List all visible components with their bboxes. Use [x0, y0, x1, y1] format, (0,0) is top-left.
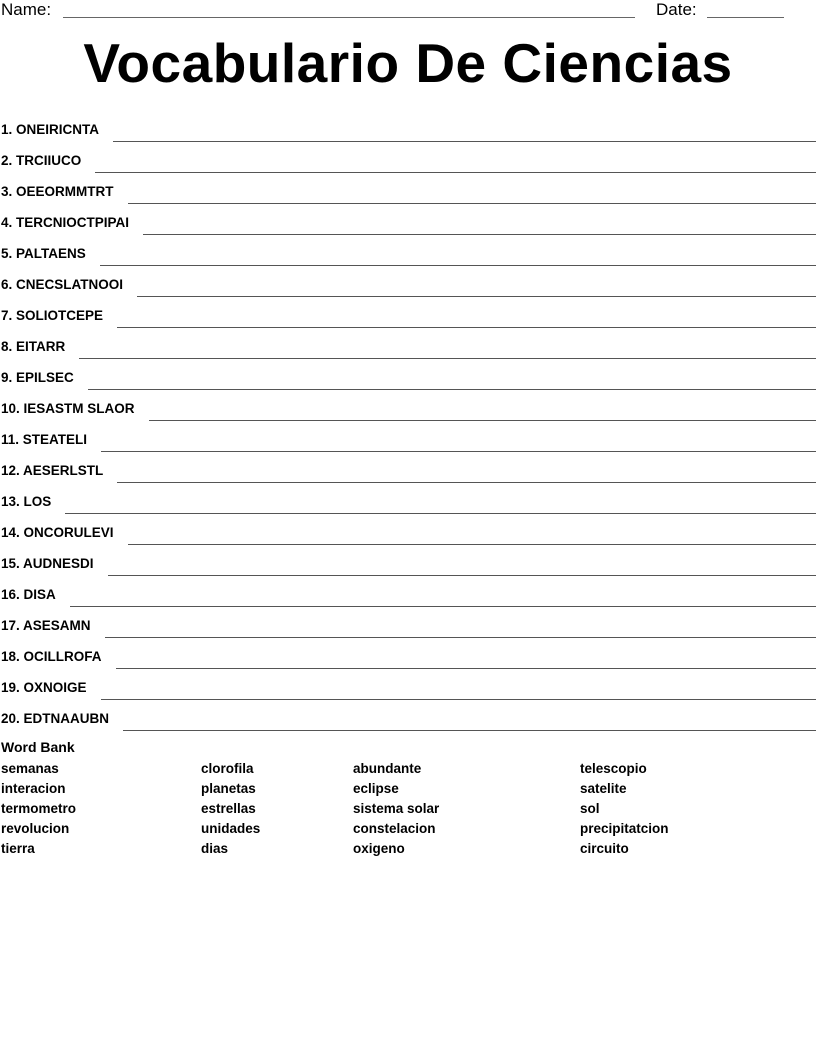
question-label: 7. SOLIOTCEPE — [1, 308, 104, 323]
question-label: 17. ASESAMN — [1, 618, 91, 633]
question-label: 2. TRCIIUCO — [1, 153, 82, 168]
question-label: 4. TERCNIOCTPIPAI — [1, 215, 130, 230]
question-label: 12. AESERLSTL — [1, 463, 104, 478]
question-label: 15. AUDNESDI — [1, 556, 94, 571]
question-label: 18. OCILLROFA — [1, 649, 102, 664]
question-row — [0, 696, 816, 727]
word-bank-word: abundante — [353, 761, 422, 776]
question-row — [0, 231, 816, 262]
question-label: 8. EITARR — [1, 339, 66, 354]
page-title: Vocabulario De Ciencias — [83, 32, 733, 94]
name-label: Name: — [1, 0, 52, 19]
word-bank-word: precipitatcion — [580, 821, 669, 836]
question-label: 1. ONEIRICNTA — [1, 122, 100, 137]
question-row — [0, 603, 816, 634]
question-label: 10. IESASTM SLAOR — [1, 401, 135, 416]
question-label: 19. OXNOIGE — [1, 680, 87, 695]
word-bank-word: unidades — [201, 821, 261, 836]
word-bank-word: clorofila — [201, 761, 254, 776]
question-label: 6. CNECSLATNOOI — [1, 277, 124, 292]
question-list — [0, 107, 816, 727]
answer-line[interactable] — [123, 729, 816, 731]
word-bank-word: constelacion — [353, 821, 436, 836]
word-bank-column-2 — [201, 759, 260, 859]
question-label: 9. EPILSEC — [1, 370, 74, 385]
question-label: 5. PALTAENS — [1, 246, 86, 261]
name-field-line[interactable] — [63, 17, 635, 18]
question-row — [0, 200, 816, 231]
date-field-line[interactable] — [707, 17, 784, 18]
question-row — [0, 572, 816, 603]
question-row — [0, 107, 816, 138]
word-bank-word: satelite — [580, 781, 627, 796]
word-bank-word: tierra — [1, 841, 35, 856]
word-bank-word: circuito — [580, 841, 629, 856]
word-bank-word: oxigeno — [353, 841, 405, 856]
question-label: 14. ONCORULEVI — [1, 525, 114, 540]
question-label: 13. LOS — [1, 494, 52, 509]
question-row — [0, 262, 816, 293]
question-label: 16. DISA — [1, 587, 56, 602]
question-row — [0, 169, 816, 200]
question-label: 20. EDTNAAUBN — [1, 711, 110, 726]
word-bank-word: revolucion — [1, 821, 70, 836]
question-row — [0, 510, 816, 541]
word-bank-word: interacion — [1, 781, 66, 796]
word-bank-title: Word Bank — [1, 739, 75, 755]
word-bank-word: eclipse — [353, 781, 399, 796]
question-row — [0, 324, 816, 355]
word-bank-column-1 — [1, 759, 76, 859]
word-bank-word: estrellas — [201, 801, 256, 816]
question-row — [0, 448, 816, 479]
word-bank-word: sol — [580, 801, 600, 816]
question-label: 11. STEATELI — [1, 432, 88, 447]
question-row — [0, 293, 816, 324]
word-bank-column-3 — [353, 759, 439, 859]
question-row — [0, 634, 816, 665]
question-row — [0, 386, 816, 417]
question-row — [0, 541, 816, 572]
word-bank-word: planetas — [201, 781, 256, 796]
word-bank-word: semanas — [1, 761, 59, 776]
date-label: Date: — [656, 0, 697, 19]
question-row — [0, 417, 816, 448]
header-row — [0, 0, 816, 22]
word-bank-word: dias — [201, 841, 229, 856]
question-row — [0, 138, 816, 169]
word-bank-word: termometro — [1, 801, 77, 816]
question-row — [0, 355, 816, 386]
question-row — [0, 665, 816, 696]
word-bank-word: sistema solar — [353, 801, 440, 816]
word-bank-word: telescopio — [580, 761, 647, 776]
question-label: 3. OEEORMMTRT — [1, 184, 114, 199]
word-bank-column-4 — [580, 759, 669, 859]
question-row — [0, 479, 816, 510]
